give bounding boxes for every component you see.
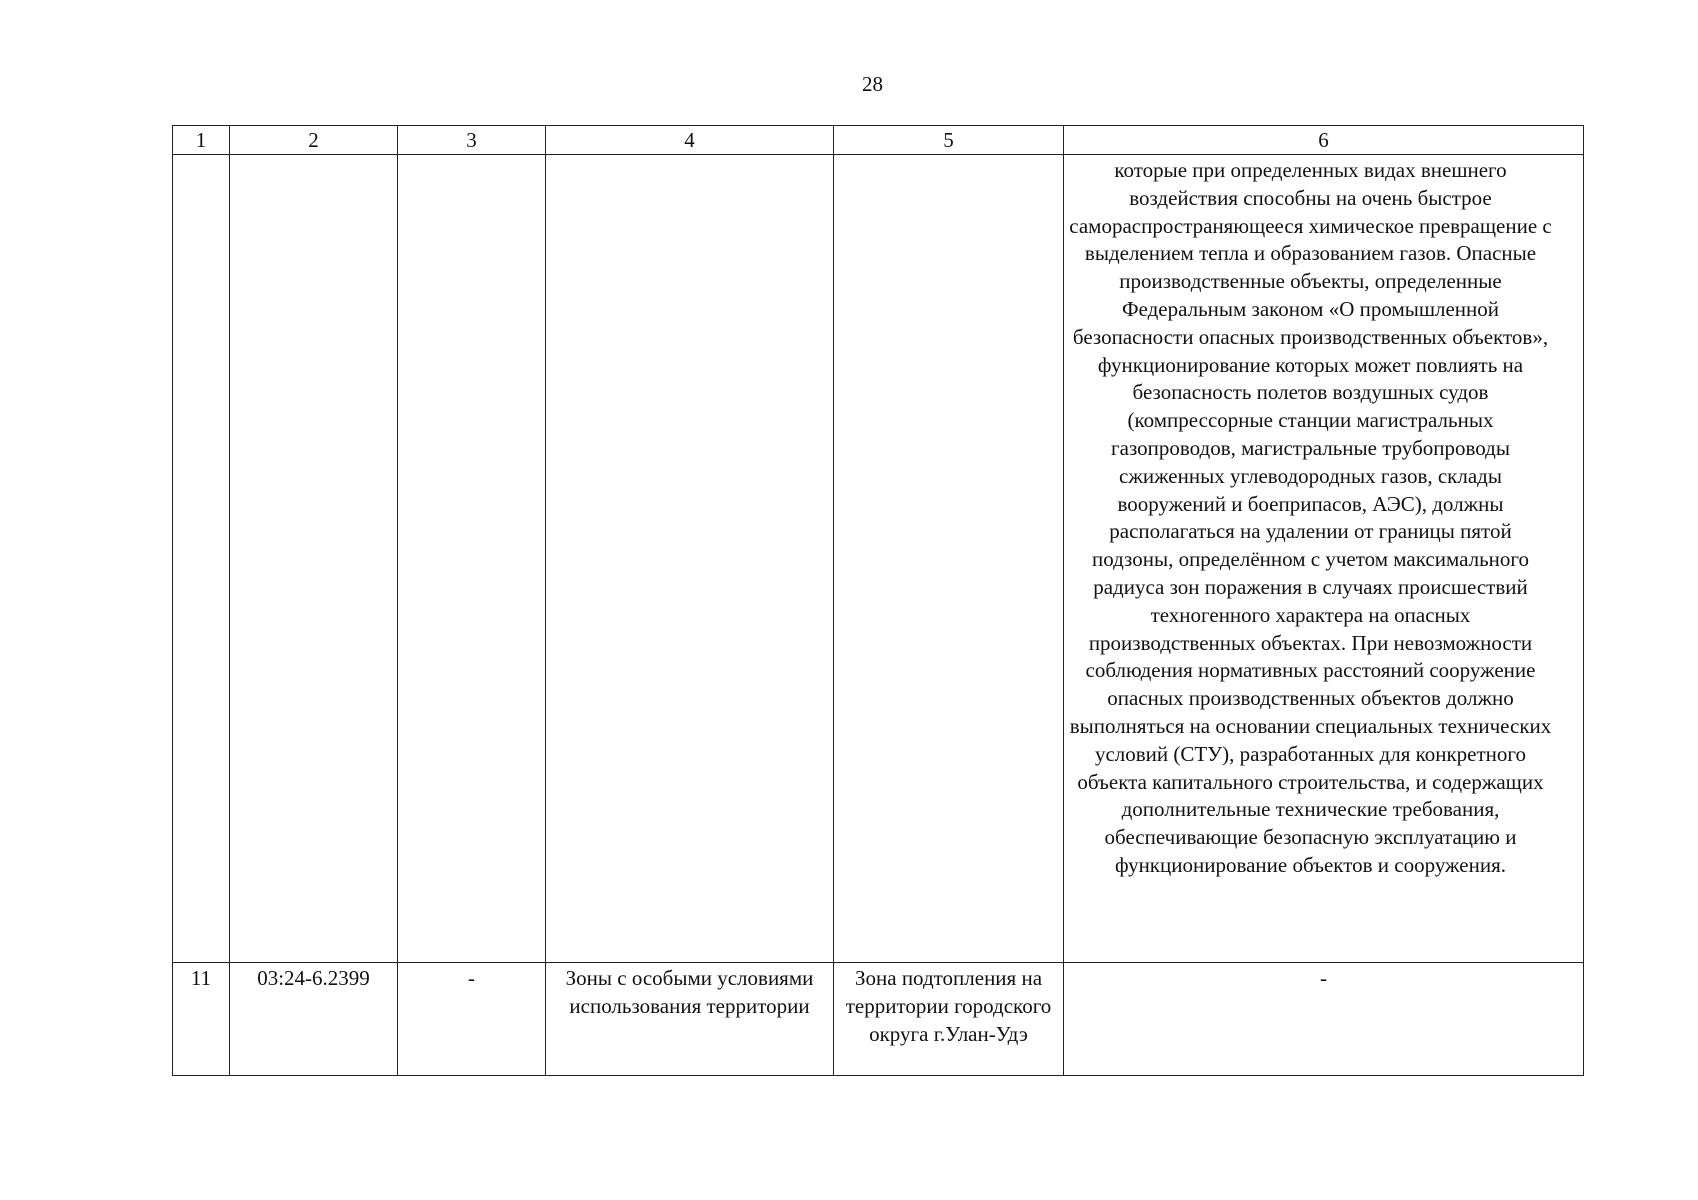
header-cell-5: 5 [834, 126, 1064, 155]
zones-table [172, 125, 1584, 1076]
table-row [173, 963, 1584, 1076]
table-row [173, 155, 1584, 963]
requirements-text: которые при определенных видах внешнего воздействия способны на очень быстрое самораспространяющееся химическое превращение с выделением тепла и образованием газов. Опасные производственные объекты, определенные Федеральным законом «О промышленной безопасности опасных производственных объектов», функционирование которых может повлиять на безопасность полетов воздушных судов (компрессорные станции магистральных газопроводов, магистральные трубопроводы сжиженных углеводородных газов, склады вооружений и боеприпасов, АЭС), должны располагаться на удалении от границы пятой подзоны, определённом с учетом максимального радиуса зон поражения в случаях происшествий техногенного характера на опасных производственных объектах. При невозможности соблюдения нормативных расстояний сооружение опасных производственных объектов должно выполняться на основании специальных технических условий (СТУ), разработанных для конкретного объекта капитального строительства, и содержащих дополнительные технические требования, обеспечивающие безопасную эксплуатацию и функционирование объектов и сооружения. [1069, 158, 1552, 877]
cell-row-cont-col1 [173, 155, 230, 963]
cell-col3-value: - [398, 963, 546, 1076]
table-header-row [173, 126, 1584, 155]
header-cell-1: 1 [173, 126, 230, 155]
header-cell-4: 4 [546, 126, 834, 155]
header-cell-6: 6 [1064, 126, 1584, 155]
cell-row-number: 11 [173, 963, 230, 1076]
cell-row-cont-col5 [834, 155, 1064, 963]
cell-registry-number: 03:24-6.2399 [230, 963, 398, 1076]
cell-row-cont-col4 [546, 155, 834, 963]
cell-zone-name: Зона подтопления на территории городского округа г.Улан-Удэ [834, 963, 1064, 1076]
cell-row-cont-col2 [230, 155, 398, 963]
header-cell-3: 3 [398, 126, 546, 155]
page-number: 28 [862, 72, 883, 96]
cell-row-cont-col6 [1064, 155, 1584, 963]
header-cell-2: 2 [230, 126, 398, 155]
cell-row-cont-col3 [398, 155, 546, 963]
cell-zone-type: Зоны с особыми условиями использования территории [546, 963, 834, 1076]
cell-restrictions: - [1064, 963, 1584, 1076]
